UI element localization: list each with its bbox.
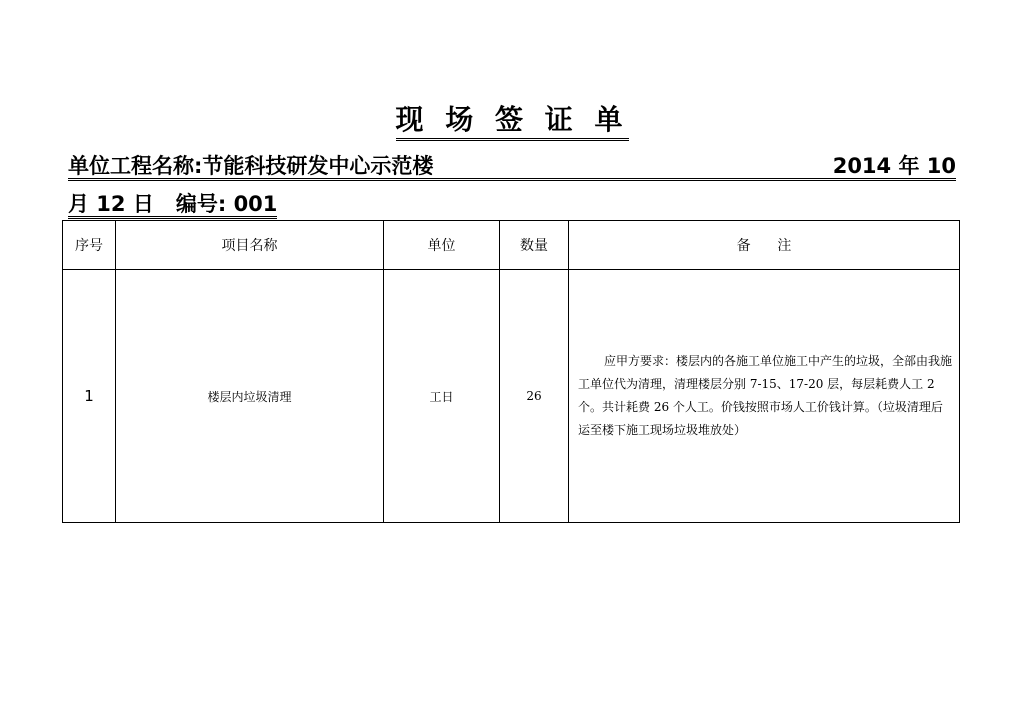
project-header-line: [68, 150, 956, 181]
row-item-name: 楼层内垃圾清理: [116, 270, 384, 523]
row-remarks-cell: [569, 270, 960, 523]
document-title: [0, 98, 1024, 138]
visa-table: [62, 220, 960, 523]
table-row: [63, 270, 960, 523]
header-unit: 单位: [384, 221, 500, 270]
header-remarks: 备 注: [569, 221, 960, 270]
row-no: 1: [63, 270, 116, 523]
row-quantity: 26: [500, 270, 569, 523]
serial-number: 编号: 001: [175, 192, 278, 216]
header-no: 序号: [63, 221, 116, 270]
header-item-name: 项目名称: [116, 221, 384, 270]
document-title-text: 现 场 签 证 单: [396, 103, 629, 141]
row-remarks: 应甲方要求：楼层内的各施工单位施工中产生的垃圾，全部由我施工单位代为清理，清理楼层分别 7-15、17-20 层，每层耗费人工 2 个。共计耗费 26 个人工。价钱按照市场人工价钱计算。（垃圾清理后运至楼下施工现场垃圾堆放处）: [578, 354, 953, 437]
table-header-row: [63, 221, 960, 270]
header-quantity: 数量: [500, 221, 569, 270]
date-year-month: 2014 年 10: [832, 154, 956, 178]
project-name: 单位工程名称:节能科技研发中心示范楼: [68, 154, 434, 178]
date-day: 月 12 日: [68, 192, 154, 216]
row-unit: 工日: [384, 270, 500, 523]
date-serial-line: [68, 188, 277, 219]
